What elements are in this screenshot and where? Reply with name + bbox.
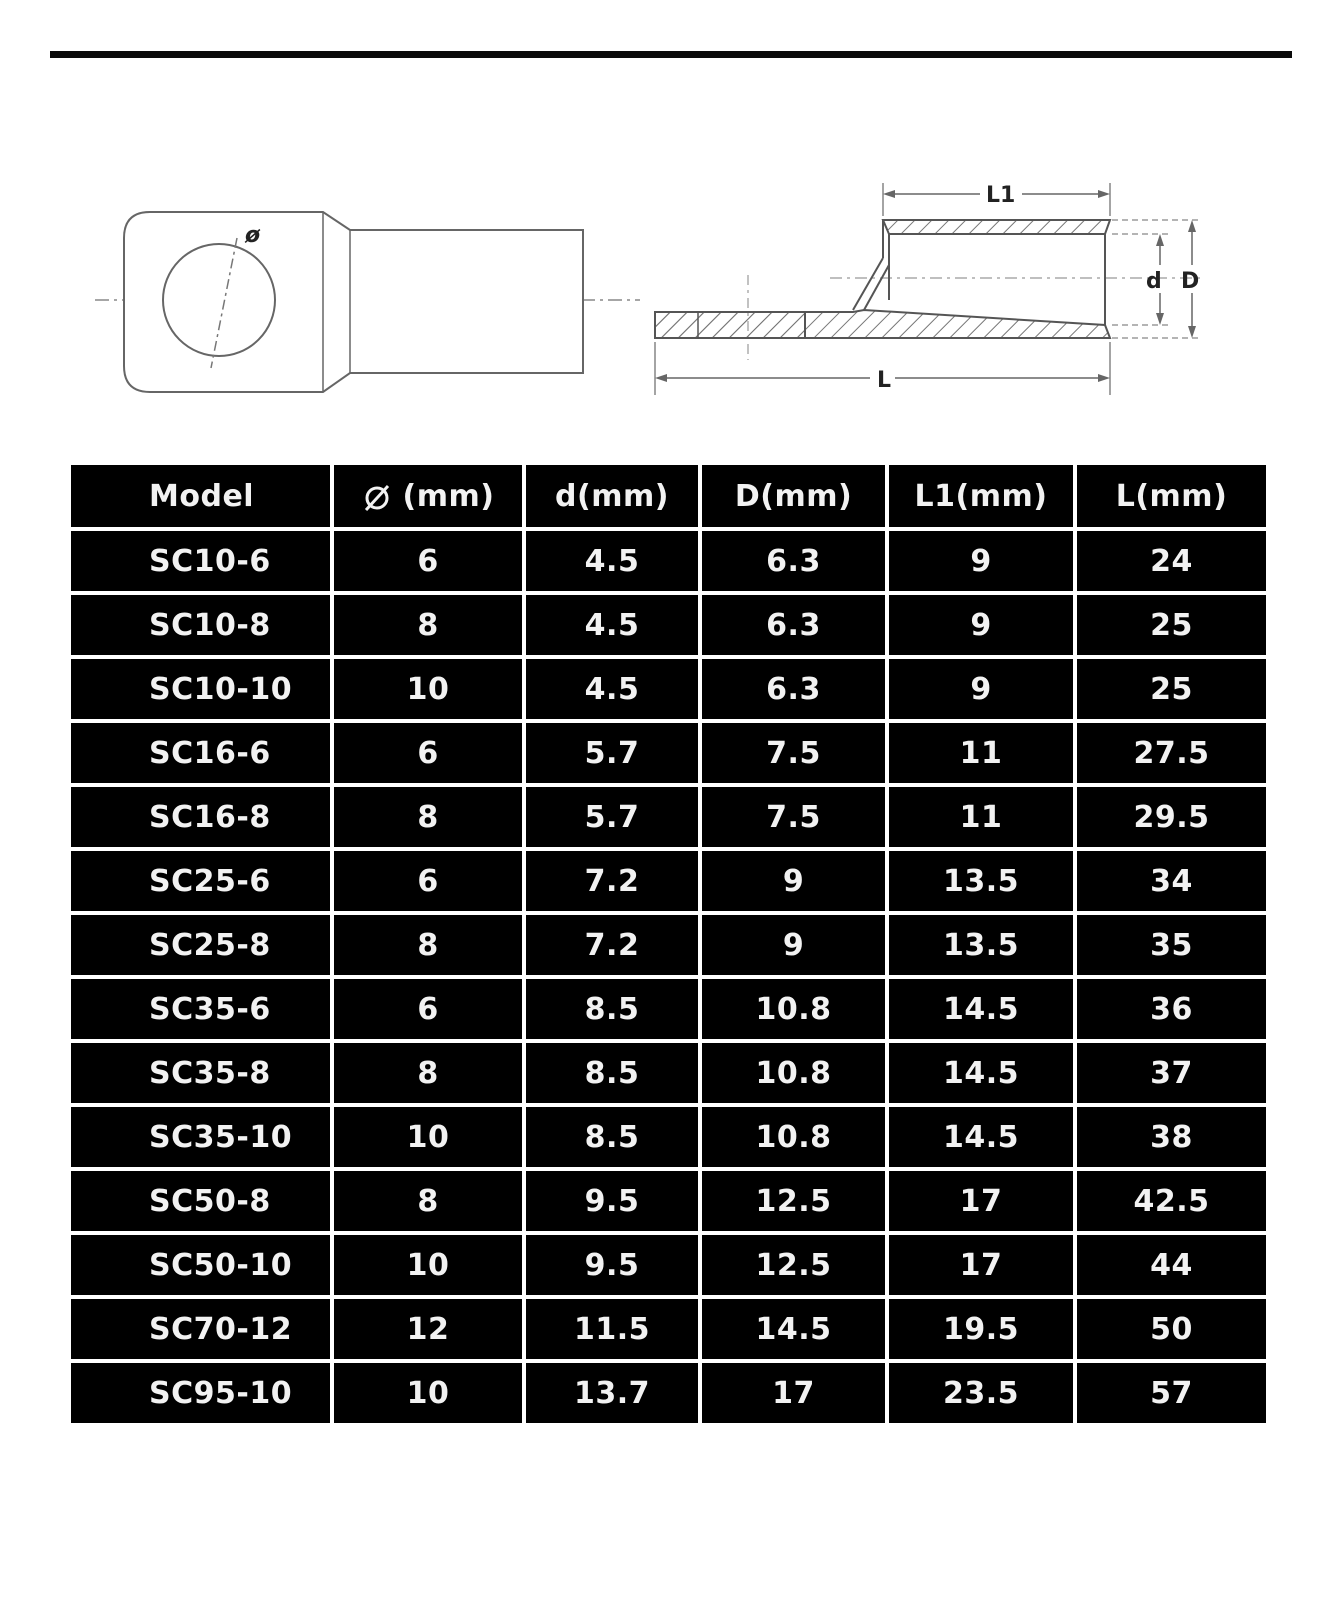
cell-total-length: 38 [1077,1107,1266,1171]
cell-total-length: 27.5 [1077,723,1266,787]
cell-outer-diameter: 6.3 [702,531,889,595]
cell-total-length: 57 [1077,1363,1266,1427]
top-rule [50,51,1292,58]
cell-outer-diameter: 10.8 [702,1043,889,1107]
cell-total-length: 34 [1077,851,1266,915]
cell-outer-diameter: 9 [702,915,889,979]
cell-inner-diameter: 13.7 [526,1363,702,1427]
cell-diameter: 8 [334,595,526,659]
table-row [71,1235,1266,1299]
cell-model: SC25-6 [71,851,334,915]
table-row [71,979,1266,1043]
cell-model: SC70-12 [71,1299,334,1363]
header-model: Model [71,465,334,531]
header-outer-diameter: D(mm) [702,465,889,531]
cell-outer-diameter: 6.3 [702,659,889,723]
cell-model: SC25-8 [71,915,334,979]
cell-model: SC16-6 [71,723,334,787]
table-row [71,915,1266,979]
table-row [71,787,1266,851]
header-barrel-length: L1(mm) [889,465,1077,531]
cell-barrel-length: 13.5 [889,851,1077,915]
cell-barrel-length: 11 [889,723,1077,787]
table-row [71,1171,1266,1235]
lug-top-view [95,212,640,392]
cell-model: SC50-8 [71,1171,334,1235]
cell-inner-diameter: 4.5 [526,531,702,595]
cell-outer-diameter: 10.8 [702,1107,889,1171]
cell-outer-diameter: 17 [702,1363,889,1427]
cell-total-length: 25 [1077,659,1266,723]
cell-inner-diameter: 9.5 [526,1235,702,1299]
cell-outer-diameter: 10.8 [702,979,889,1043]
cell-inner-diameter: 8.5 [526,1107,702,1171]
cell-diameter: 6 [334,979,526,1043]
dim-D-label: D [1181,269,1200,294]
header-total-length: L(mm) [1077,465,1266,531]
cell-outer-diameter: 12.5 [702,1171,889,1235]
cell-inner-diameter: 4.5 [526,595,702,659]
cell-total-length: 42.5 [1077,1171,1266,1235]
header-diameter [334,465,526,531]
cell-diameter: 6 [334,851,526,915]
dim-L1-label: L1 [986,183,1016,208]
lug-side-view [655,183,1200,395]
diameter-icon [362,482,392,512]
lug-technical-drawing [0,150,1339,420]
table-row [71,1363,1266,1427]
table-row [71,723,1266,787]
header-diameter-unit: (mm) [402,478,495,514]
cell-total-length: 35 [1077,915,1266,979]
cell-diameter: 10 [334,1107,526,1171]
table-row [71,1107,1266,1171]
cell-inner-diameter: 11.5 [526,1299,702,1363]
cell-diameter: 12 [334,1299,526,1363]
cell-total-length: 36 [1077,979,1266,1043]
spec-table [71,465,1266,1427]
cell-outer-diameter: 6.3 [702,595,889,659]
cell-inner-diameter: 9.5 [526,1171,702,1235]
cell-diameter: 10 [334,1235,526,1299]
cell-model: SC35-6 [71,979,334,1043]
cell-model: SC95-10 [71,1363,334,1427]
cell-diameter: 10 [334,1363,526,1427]
cell-outer-diameter: 14.5 [702,1299,889,1363]
cell-total-length: 24 [1077,531,1266,595]
cell-inner-diameter: 5.7 [526,723,702,787]
cell-model: SC10-8 [71,595,334,659]
cell-barrel-length: 23.5 [889,1363,1077,1427]
table-header-row [71,465,1266,531]
header-inner-diameter: d(mm) [526,465,702,531]
cell-total-length: 44 [1077,1235,1266,1299]
cell-barrel-length: 9 [889,531,1077,595]
cell-outer-diameter: 7.5 [702,787,889,851]
table-row [71,1299,1266,1363]
cell-barrel-length: 9 [889,595,1077,659]
cell-diameter: 8 [334,915,526,979]
cell-barrel-length: 17 [889,1235,1077,1299]
dim-d-label: d [1146,269,1162,294]
cell-model: SC10-6 [71,531,334,595]
cell-barrel-length: 9 [889,659,1077,723]
dim-L-label: L [877,368,892,393]
cell-barrel-length: 19.5 [889,1299,1077,1363]
cell-inner-diameter: 8.5 [526,1043,702,1107]
cell-diameter: 8 [334,787,526,851]
cell-outer-diameter: 12.5 [702,1235,889,1299]
cell-model: SC16-8 [71,787,334,851]
cell-diameter: 8 [334,1171,526,1235]
cell-diameter: 6 [334,531,526,595]
cell-model: SC35-8 [71,1043,334,1107]
cell-barrel-length: 14.5 [889,979,1077,1043]
cell-outer-diameter: 7.5 [702,723,889,787]
cell-model: SC50-10 [71,1235,334,1299]
cell-total-length: 37 [1077,1043,1266,1107]
diameter-symbol: ø [245,223,261,248]
cell-barrel-length: 13.5 [889,915,1077,979]
cell-barrel-length: 14.5 [889,1107,1077,1171]
cell-inner-diameter: 4.5 [526,659,702,723]
cell-model: SC10-10 [71,659,334,723]
cell-total-length: 29.5 [1077,787,1266,851]
table-body [71,531,1266,1427]
cell-diameter: 6 [334,723,526,787]
table-row [71,1043,1266,1107]
cell-total-length: 25 [1077,595,1266,659]
cell-diameter: 8 [334,1043,526,1107]
cell-barrel-length: 17 [889,1171,1077,1235]
cell-diameter: 10 [334,659,526,723]
table-row [71,595,1266,659]
cell-barrel-length: 11 [889,787,1077,851]
cell-inner-diameter: 7.2 [526,851,702,915]
cell-model: SC35-10 [71,1107,334,1171]
cell-inner-diameter: 7.2 [526,915,702,979]
table-row [71,659,1266,723]
cell-total-length: 50 [1077,1299,1266,1363]
cell-inner-diameter: 8.5 [526,979,702,1043]
table-row [71,531,1266,595]
cell-outer-diameter: 9 [702,851,889,915]
table-row [71,851,1266,915]
cell-barrel-length: 14.5 [889,1043,1077,1107]
cell-inner-diameter: 5.7 [526,787,702,851]
